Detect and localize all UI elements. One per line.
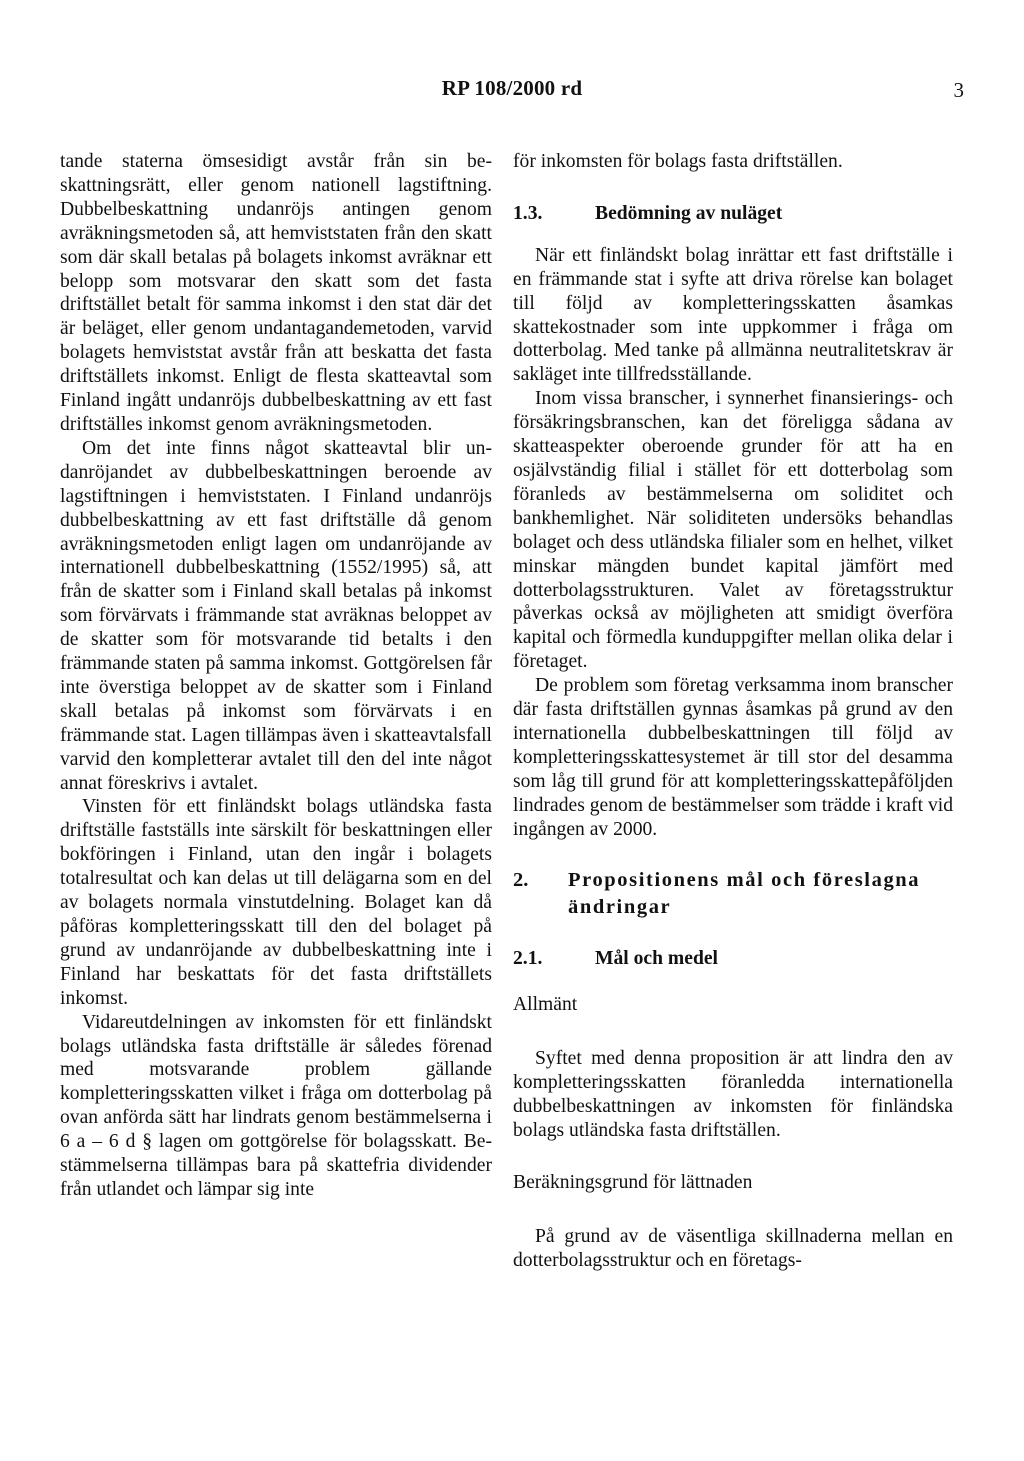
section-number: 2. [513,869,529,892]
page-number: 3 [953,78,964,102]
section-heading-2-1 [513,947,953,971]
right-column [513,150,953,1273]
section-number: 1.3. [513,202,543,224]
section-heading-1-3 [513,202,953,226]
paragraph: De problem som företag verksamma inom branscher där fasta driftställen gynnas åsamkas på grund av den internationella dubbelbeskattningen till följd av kompletteringsskattesystemet är till stor del desamma som låg till grund för att kompletteringsskattepåföljden lindrades genom de bestämmelser som trädde i kraft vid ingången av 2000. [513,675,953,840]
section-title: Bedömning av nuläget [595,202,783,224]
section-title: Propositionens mål och föreslagna ändringar [568,869,921,919]
paragraph: På grund av de väsentliga skillnaderna mellan en dotterbolagsstruktur och en företags- [513,1225,953,1271]
left-column [60,150,492,1202]
document-title: RP 108/2000 rd [441,76,583,100]
paragraph: Om det inte finns något skatteavtal blir undanröjandet av dubbelbeskattningen beroende av lagstiftningen i hemviststaten. I Finland undanröjs dubbelbeskattning av ett fast driftställe då genom avräkningsmetoden enligt lagen om undanröjande av internationell dubbelbeskattning (1552/1995) så, att från de skatter som i Finland skall betalas på inkomst som förvärvats i främmande stat avräknas beloppet av de skatter som för motsvarande tid betalts i den främmande staten på samma inkomst. Gottgörelsen får inte överstiga beloppet av de skatter som i Finland skall betalas på inkomst som förvärvats i en främmande stat. Lagen tillämpas även i skatteavtalsfall varvid den kompletterar avtalet till den del inte något annat föreskrivs i avtalet. [60,437,492,794]
paragraph: Inom vissa branscher, i synnerhet finansierings- och försäkringsbranschen, kan det föreligga sådana av skatteaspekter oberoende grunder för att ha en osjälvständig filial i stället för ett dotterbolag som föranleds av bestämmelserna om soliditet och bankhemlighet. När soliditeten undersöks behandlas bolaget och dess utländska filialer som en helhet, vilket minskar mängden bundet kapital jämfört med dotterbolagsstrukturen. Valet av företagsstruktur påverkas också av möjligheten att smidigt överföra kapital och förmedla kunduppgifter mellan olika delar i företaget. [513,388,953,673]
paragraph: Syftet med denna proposition är att lindra den av kompletteringsskatten föranledda internationella dubbelbeskattningen av inkomsten för finländska bolags utländska fasta driftställen. [513,1048,953,1141]
paragraph: Vidareutdelningen av inkomsten för ett finländskt bolags utländska fasta driftställe är således förenad med motsvarande problem gällande kompletteringsskatten vilket i fråga om dotterbolag på ovan anförda sätt har lindrats genom bestämmelserna i 6 a – 6 d § lagen om gottgörelse för bolagsskatt. Bestämmelserna tillämpas bara på skattefria dividender från utlandet och lämpar sig inte [60,1011,492,1200]
section-heading-2 [513,867,953,921]
paragraph: för inkomsten för bolags fasta driftställen. [513,151,843,172]
paragraph: tande staterna ömsesidigt avstår från sin beskattningsrätt, eller genom nationell lagstiftning. Dubbelbeskattning undanröjs antingen genom avräkningsmetoden så, att hemviststaten från den skatt som där skall betalas på bolagets inkomst avräknar ett belopp som motsvarar den skatt som det fasta driftstället betalt för samma inkomst i den stat där det är beläget, eller genom undantagandemetoden, varvid bolagets hemviststat avstår från att beskatta det fasta driftställets inkomst. Enligt de flesta skatteavtal som Finland ingått undanröjs dubbelbeskattning av ett fast driftställes inkomst genom avräkningsmetoden. [60,151,492,435]
subheading-allmant: Allmänt [513,994,578,1016]
paragraph: När ett finländskt bolag inrättar ett fast driftställe i en främmande stat i syfte att driva rörelse kan bolaget till följd av kompletteringsskatten åsamkas skattekostnader som inte uppkommer i fråga om dotterbolag. Med tanke på allmänna neutralitetskrav är sakläget inte tillfredsställande. [513,244,953,386]
paragraph: Vinsten för ett finländskt bolags utländska fasta driftställe fastställs inte särskilt för beskattningen eller bokföringen i Finland, utan den ingår i bolagets totalresultat och kan delas ut till delägarna som en del av bolagets normala vinstutdelning. Bolaget kan då påföras kompletteringsskatt till den del bolaget på grund av undanröjande av dubbelbeskattning inte i Finland har beskattats för det fasta driftställets inkomst. [60,796,492,1009]
subheading-berakningsgrund: Beräkningsgrund för lättnaden [513,1171,753,1193]
section-number: 2.1. [513,948,543,970]
section-title: Mål och medel [595,948,718,970]
